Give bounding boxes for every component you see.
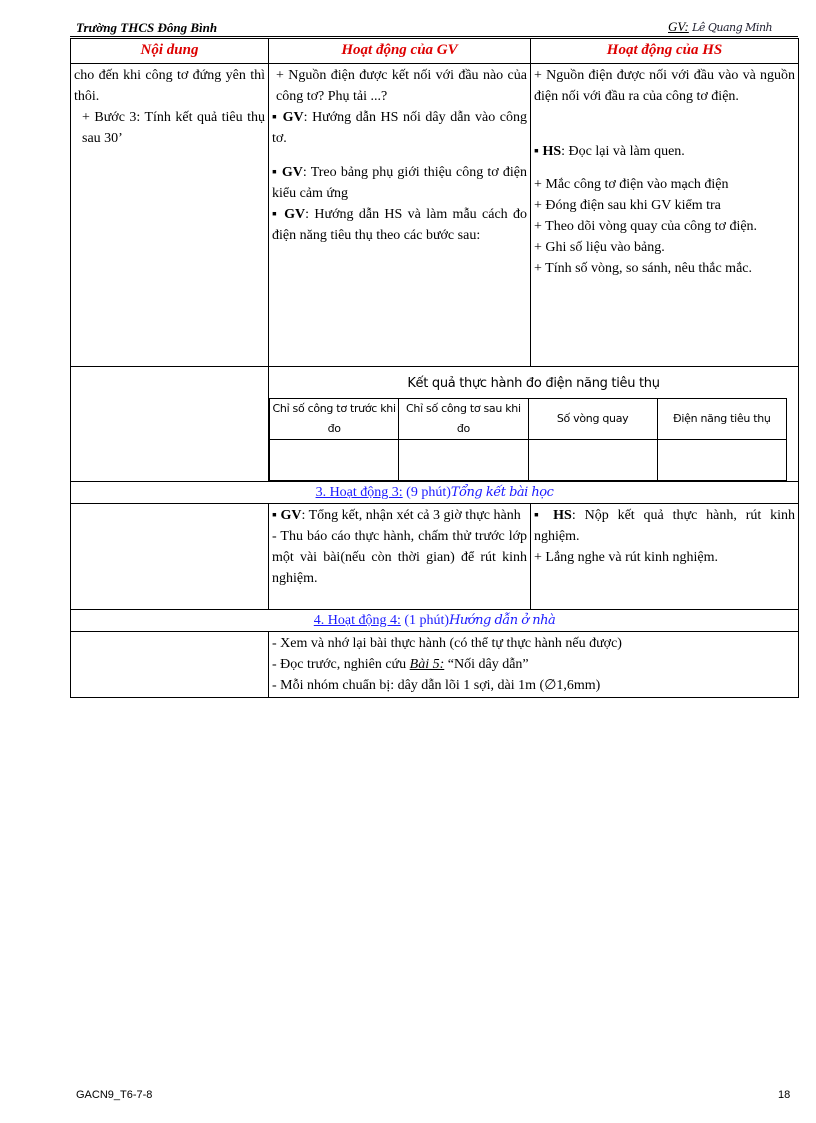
hs-item: + Lắng nghe và rút kinh nghiệm. [534,550,719,565]
teacher-label [668,19,772,35]
hs-text: : Đọc lại và làm quen. [561,144,685,159]
page-number: 18 [778,1089,791,1101]
gv-item: ▪ GV: Tổng kết, nhận xét cả 3 giờ thực hành [272,508,521,523]
homework-cell [269,632,799,698]
gv-tag: GV [280,508,302,523]
col-header-hs: Hoạt động của HS [531,39,799,64]
hs-tag: HS [542,144,562,159]
gv-item: ▪ GV: Treo bảng phụ giới thiệu công tơ điện kiểu cảm ứng [272,165,527,201]
hs-cell [531,504,799,610]
results-cell-empty [528,440,657,481]
section-title: Hướng dẫn ở nhà [449,613,556,628]
document-code: GACN9_T6-7-8 [76,1089,153,1101]
gv-cell [269,504,531,610]
results-cell-empty [270,440,399,481]
table-row [71,504,799,610]
hs-tag: HS [553,508,572,523]
section-4-heading [71,610,799,632]
lesson-table [70,38,799,698]
table-row [71,632,799,698]
section-3-heading [71,482,799,504]
hs-item: + Đóng điện sau khi GV kiểm tra [534,198,721,213]
gv-question: + Nguồn điện được kết nối với đầu nào của công tơ? Phụ tải ...? [276,68,527,104]
gv-tag: GV [281,165,303,180]
gv-text: : Tổng kết, nhận xét cả 3 giờ thực hành [301,508,521,523]
section-time: (1 phút) [404,613,450,628]
gv-item: - Thu báo cáo thực hành, chấm thử trước lớp một vài bài(nếu còn thời gian) để rút kinh nghiệm. [272,529,527,586]
content-cell [71,367,269,482]
results-table [269,398,787,481]
gv-text: : Hướng dẫn HS và làm mẫu cách đo điện năng tiêu thụ theo các bước sau: [272,207,528,243]
section-time: (9 phút) [406,485,451,500]
results-header: Số vòng quay [528,399,657,440]
results-cell [269,367,799,482]
gv-item: ▪ GV: Hướng dẫn HS và làm mẫu cách đo điện năng tiêu thụ theo các bước sau: [272,207,528,243]
content-cell [71,632,269,698]
homework-text: - Đọc trước, nghiên cứu [272,657,410,672]
results-cell-empty [399,440,528,481]
section-row [71,610,799,632]
content-line: cho đến khi công tơ đứng yên thì thôi. [74,68,265,104]
gv-cell [269,64,531,367]
hs-item: + Nguồn điện được nối với đầu vào và nguồn điện nối với đầu ra của công tơ điện. [534,68,795,104]
content-cell [71,64,269,367]
results-header-row [270,399,787,440]
gv-label: GV: [668,19,689,34]
table-row [71,367,799,482]
section-label: 3. Hoạt động 3: [315,485,403,500]
results-empty-row [270,440,787,481]
hs-item: ▪ HS: Nộp kết quả thực hành, rút kinh nghiệm. [534,508,795,544]
col-header-content: Nội dung [71,39,269,64]
hs-cell [531,64,799,367]
table-header-row [71,39,799,64]
homework-text: “Nối dây dẫn” [444,657,529,672]
col-header-gv: Hoạt động của GV [269,39,531,64]
hs-item: + Theo dõi vòng quay của công tơ điện. [534,219,758,234]
gv-tag: GV [284,207,306,222]
gv-tag: GV [282,110,304,125]
content-line: + Bước 3: Tính kết quả tiêu thụ sau 30’ [82,110,265,146]
results-header: Điện năng tiêu thụ [657,399,786,440]
homework-line: - Mỗi nhóm chuẩn bị: dây dẫn lõi 1 sợi, dài 1m (∅1,6mm) [272,678,601,693]
gv-text: : Hướng dẫn HS nối dây dẫn vào công tơ. [272,110,527,146]
lesson-ref: Bài 5: [409,657,445,672]
results-header: Chỉ số công tơ trước khi đo [270,399,399,440]
hs-item: + Tính số vòng, so sánh, nêu thắc mắc. [534,261,752,276]
section-label: 4. Hoạt động 4: [313,613,401,628]
school-name: Trường THCS Đông Bình [76,20,218,35]
teacher-signature: Lê Quang Minh [692,21,773,34]
hs-text: : Nộp kết quả thực hành, rút kinh nghiệm. [534,508,795,544]
results-cell-empty [657,440,786,481]
hs-item: + Mắc công tơ điện vào mạch điện [534,177,729,192]
homework-line: - Xem và nhớ lại bài thực hành (có thể tự thực hành nếu được) [272,636,622,651]
hs-item: + Ghi số liệu vào bảng. [534,240,665,255]
section-title: Tổng kết bài học [450,485,554,500]
homework-line [272,654,795,675]
gv-item: ▪ GV: Hướng dẫn HS nối dây dẫn vào công tơ. [272,110,527,146]
header-rule [70,36,798,37]
results-title: Kết quả thực hành đo điện năng tiêu thụ [407,376,660,391]
gv-text: : Treo bảng phụ giới thiệu công tơ điện kiểu cảm ứng [272,165,527,201]
results-header: Chỉ số công tơ sau khi đo [399,399,528,440]
content-cell [71,504,269,610]
hs-item: ▪ HS: Đọc lại và làm quen. [534,144,685,159]
section-row [71,482,799,504]
table-row [71,64,799,367]
